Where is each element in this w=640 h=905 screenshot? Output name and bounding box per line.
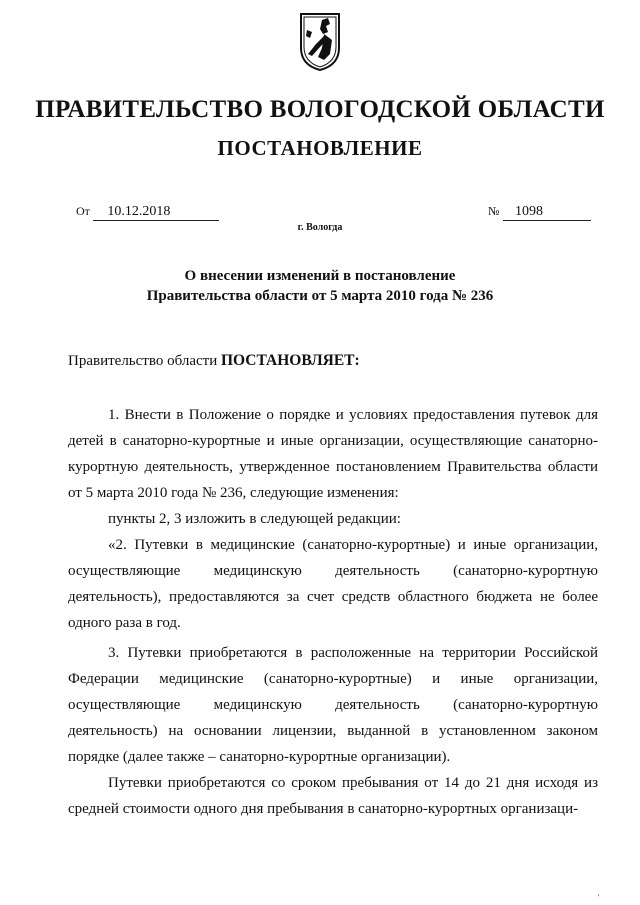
number-label: №	[488, 204, 500, 218]
date-field	[76, 204, 219, 221]
coat-of-arms-icon	[298, 10, 342, 72]
number-value: 1098	[503, 204, 591, 221]
intro-bold: ПОСТАНОВЛЯЕТ:	[220, 352, 360, 369]
document-type: ПОСТАНОВЛЕНИЕ	[217, 136, 423, 160]
document-subject	[0, 266, 640, 306]
paragraph-1: 1. Внести в Положение о порядке и условиях предоставления путевок для детей в санаторно-курортные и иные организации, осуществляющие санаторно-курортную деятельность, утвержденное постановлением Правительства области от 5 марта 2010 года № 236, следующие изменения:	[68, 407, 598, 501]
paragraph-2: пункты 2, 3 изложить в следующей редакции:	[108, 511, 401, 527]
number-field	[488, 204, 591, 221]
city: г. Вологда	[297, 222, 343, 233]
organization-title: ПРАВИТЕЛЬСТВО ВОЛОГОДСКОЙ ОБЛАСТИ	[35, 96, 605, 123]
intro-text: Правительство области	[68, 353, 221, 369]
paragraph-4: 3. Путевки приобретаются в расположенные на территории Российской Федерации медицинские (санаторно-курортные) и иные организации, осуществляющие медицинскую деятельность (санаторно-курортную деятельность) на основании лицензии, выданной в установленном законом порядке (далее также – санаторно-курортные организации).	[68, 645, 598, 765]
subject-line-2: Правительства области от 5 марта 2010 года № 236	[146, 288, 494, 304]
date-value: 10.12.2018	[93, 204, 219, 221]
paragraph-5: Путевки приобретаются со сроком пребывания от 14 до 21 дня исходя из средней стоимости одного дня пребывания в санаторно-курортных организаци-	[68, 775, 598, 817]
intro-line	[68, 352, 598, 370]
paragraph-3: «2. Путевки в медицинские (санаторно-курортные) и иные организации, осуществляющие медицинскую деятельность (санаторно-курортную деятельность), предоставляются за счет средств областного бюджета не более одного раза в год.	[68, 537, 598, 631]
date-label: От	[76, 204, 90, 218]
subject-line-1: О внесении изменений в постановление	[184, 268, 456, 284]
scan-mark: '	[598, 893, 600, 902]
